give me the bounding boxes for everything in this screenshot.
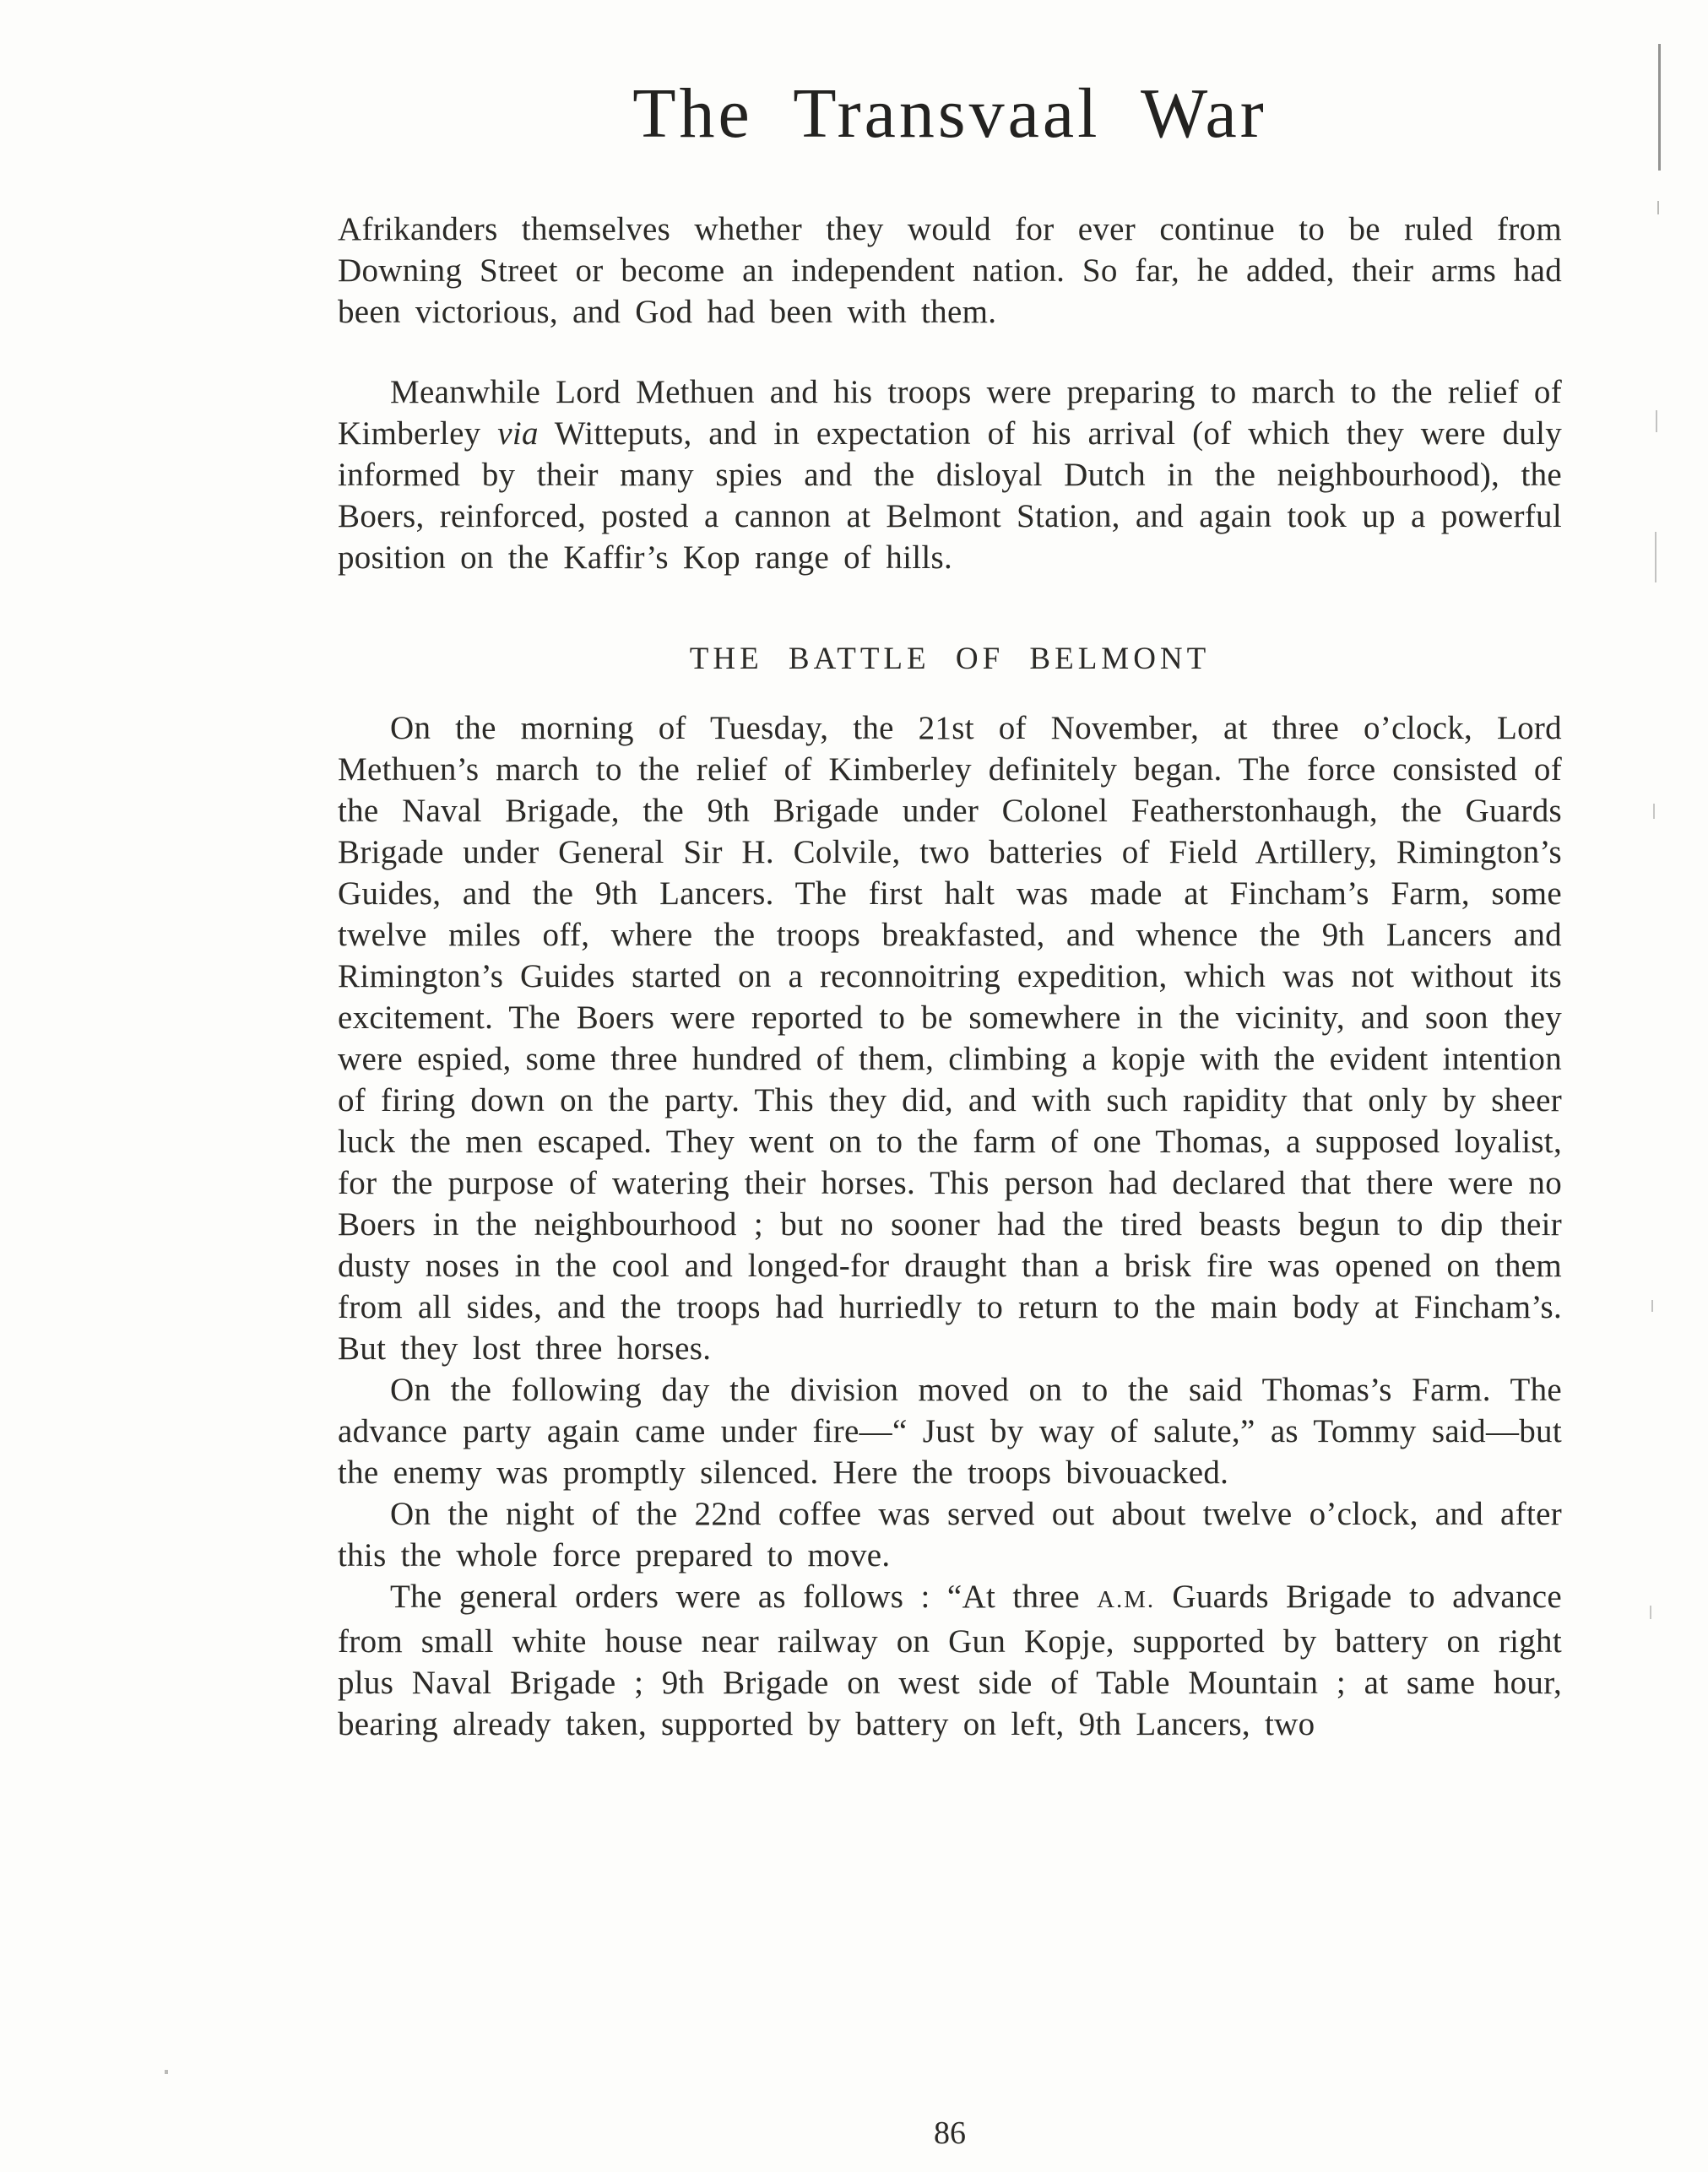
italic-text: via bbox=[497, 415, 539, 452]
scan-artifact-line bbox=[1658, 44, 1661, 171]
page-number: 86 bbox=[934, 2115, 966, 2151]
paragraph bbox=[338, 1576, 1562, 1745]
scan-artifact-mark bbox=[165, 2070, 168, 2074]
scan-artifact-mark bbox=[1655, 532, 1656, 582]
text-fragment: Witteputs, and in expectation of his arrival (of which they were duly informed by their many spies and the disloyal Dutch in the neighbourhood), the Boers, reinforced, posted a cannon at Belmont Station, and again took up a powerful position on the Kaffir’s Kop range of hills. bbox=[338, 415, 1563, 576]
small-caps-text: A.M. bbox=[1097, 1586, 1156, 1613]
scan-artifact-mark bbox=[1657, 201, 1659, 214]
paragraph bbox=[338, 371, 1562, 578]
paragraph: On the morning of Tuesday, the 21st of November, at three o’clock, Lord Methuen’s march to the relief of Kimberley definitely began. The force consisted of the Naval Brigade, the 9th Brigade under Colonel Featherstonhaugh, the Guards Brigade under General Sir H. Colvile, two batteries of Field Artillery, Rimington’s Guides, and the 9th Lancers. The first halt was made at Fincham’s Farm, some twelve miles off, where the troops breakfasted, and whence the 9th Lancers and Rimington’s Guides started on a reconnoitring expedition, which was not without its excitement. The Boers were reported to be somewhere in the vicinity, and soon they were espied, some three hundred of them, climbing a kopje with the evident intention of firing down on the party. This they did, and with such rapidity that only by sheer luck the men escaped. They went on to the farm of one Thomas, a supposed loyalist, for the purpose of watering their horses. This person had declared that there were no Boers in the neighbourhood ; but no sooner had the tired beasts begun to dip their dusty noses in the cool and longed-for draught than a brisk fire was opened on them from all sides, and the troops had hurriedly to return to the main body at Fincham’s. But they lost three horses. bbox=[338, 710, 1562, 1367]
page-content bbox=[338, 41, 1562, 1745]
scan-artifact-mark bbox=[1656, 410, 1657, 432]
paragraph: On the following day the division moved on to the said Thomas’s Farm. The advance party again came under fire—“ Just by way of salute,” as Tommy said—but the enemy was promptly silenced. Here the troops bivouacked. bbox=[338, 1372, 1562, 1491]
page-title: The Transvaal War bbox=[632, 74, 1267, 153]
scan-artifact-mark bbox=[1651, 1300, 1653, 1312]
text-fragment: The general orders were as follows : “At three bbox=[390, 1579, 1098, 1615]
section-heading: THE BATTLE OF BELMONT bbox=[689, 642, 1211, 676]
scan-artifact-mark bbox=[1650, 1606, 1651, 1619]
scan-artifact-mark bbox=[1653, 804, 1655, 819]
paragraph: Afrikanders themselves whether they would for ever continue to be ruled from Downing Street or become an independent nation. So far, he added, their arms had been victorious, and God had been with them. bbox=[338, 211, 1562, 330]
text-fragment: Meanwhile Lord Methuen and his troops were preparing to march to the relief of Kimberley bbox=[338, 374, 1562, 452]
paragraph: On the night of the 22nd coffee was served out about twelve o’clock, and after this the whole force prepared to move. bbox=[338, 1496, 1562, 1573]
text-fragment: Guards Brigade to advance from small white house near railway on Gun Kopje, supported by battery on right plus Naval Brigade ; 9th Brigade on west side of Table Mountain ; at same hour, bearing already taken, supported by battery on left, 9th Lancers, two bbox=[338, 1579, 1562, 1742]
